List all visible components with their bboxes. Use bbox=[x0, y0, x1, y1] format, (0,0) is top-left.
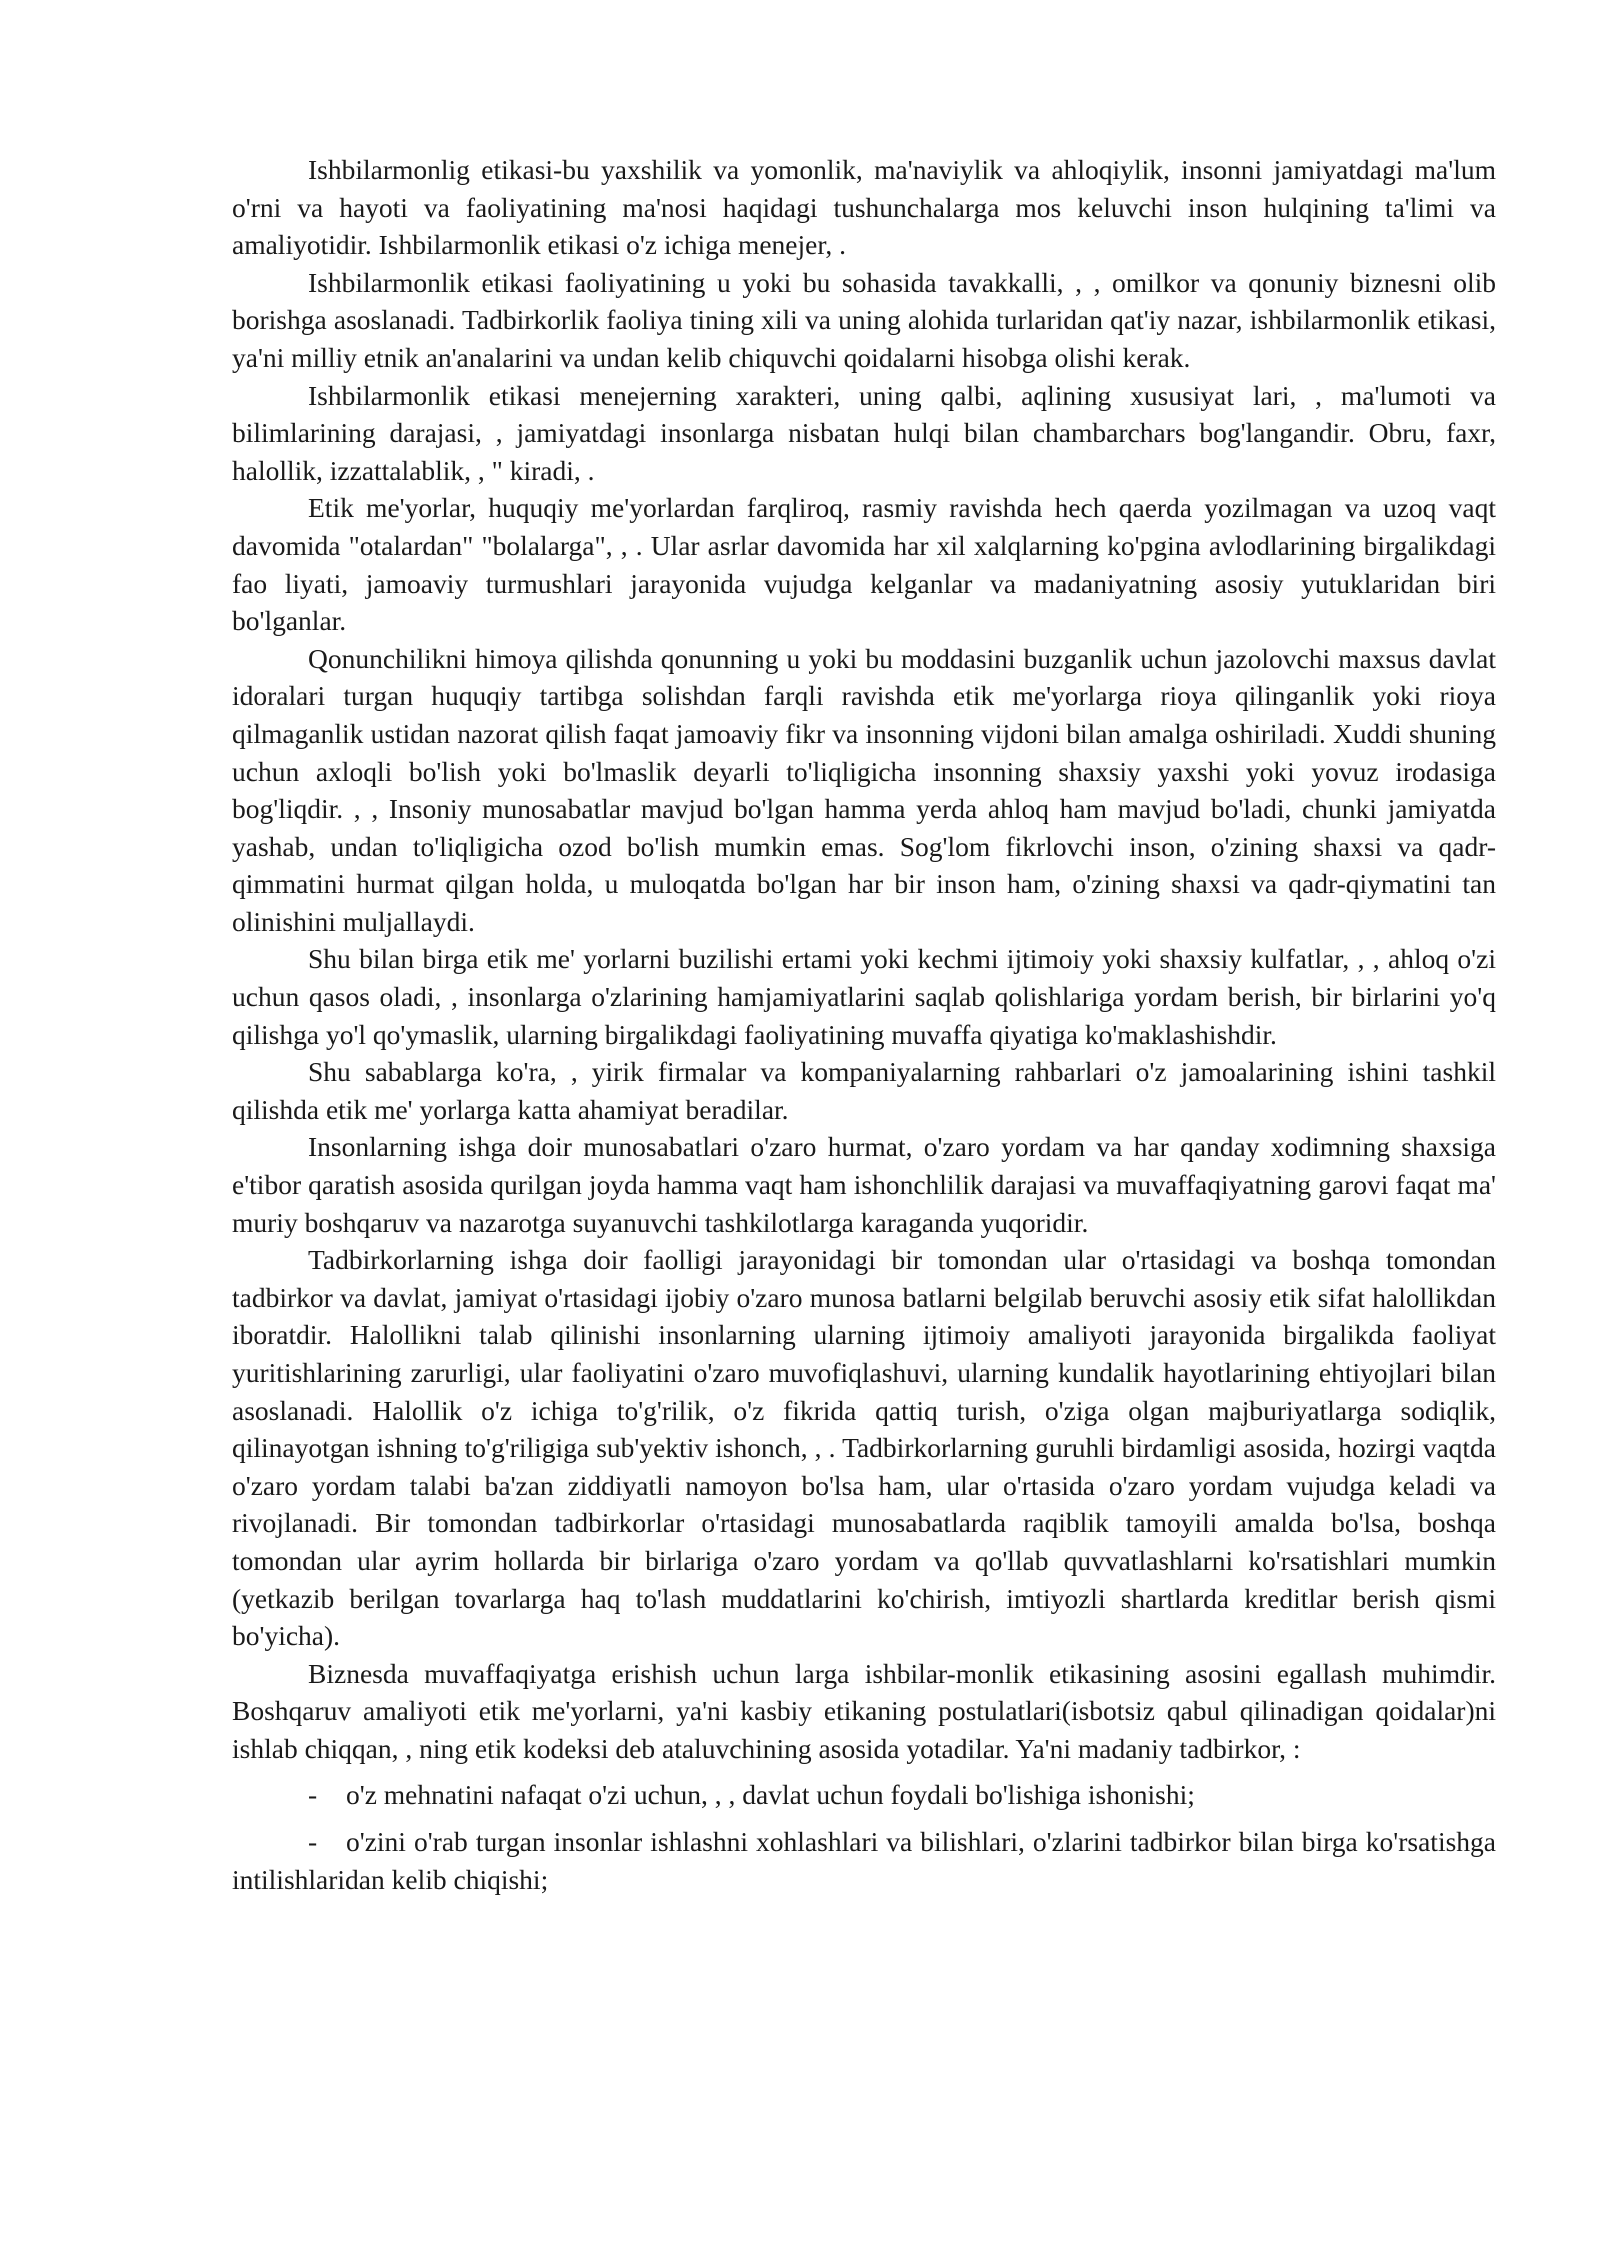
list-dash: - bbox=[308, 1826, 318, 1858]
paragraph-6: Shu bilan birga etik me' yorlarni buzilishi ertami yoki kechmi ijtimoiy yoki shaxsiy kulfatlar, , , ahloq o'zi uchun qasos oladi, , insonlarga o'zlarining hamjamiyatlarini saqlab qolishlariga yordam berish, bir birlarini yo'q qilishga yo'l qo'ymaslik, ularning birgalikdagi faoliyatining muvaffa qiyatiga ko'maklashishdir. bbox=[232, 943, 1496, 1050]
paragraph-4: Etik me'yorlar, huquqiy me'yorlardan farqliroq, rasmiy ravishda hech qaerda yozilmagan va uzoq vaqt davomida "otalardan" "bolalarga", , . Ular asrlar davomida har xil xalqlarning ko'pgina avlodlarining birgalikdagi fao liyati, jamoaviy turmushlari jarayonida vujudga kelganlar va madaniyatning asosiy yutuklaridan biri bo'lganlar. bbox=[232, 492, 1496, 637]
paragraph-10: Biznesda muvaffaqiyatga erishish uchun larga ishbilar-monlik etikasining asosini egallash muhimdir. Boshqaruv amaliyoti etik me'yorlarni, ya'ni kasbiy etikaning postulatlari(isbotsiz qabul qilinadigan qoidalar)ni ishlab chiqqan, , ning etik kodeksi deb ataluvchining asosida yotadilar. Ya'ni madaniy tadbirkor, : bbox=[232, 1657, 1496, 1764]
document-body bbox=[232, 151, 1496, 1898]
paragraph-7: Shu sabablarga ko'ra, , yirik firmalar va kompaniyalarning rahbarlari o'z jamoalarining ishini tashkil qilishda etik me' yorlarga katta ahamiyat beradilar. bbox=[232, 1056, 1496, 1125]
paragraph-3: Ishbilarmonlik etikasi menejerning xarakteri, uning qalbi, aqlining xususiyat lari, , ma'lumoti va bilimlarining darajasi, , jamiyatdagi insonlarga nisbatan hulqi bilan chambarchars bog'langandir. Obru, faxr, halollik, izzattalablik, , " kiradi, . bbox=[232, 379, 1496, 486]
list-item-text: o'z mehnatini nafaqat o'zi uchun, , , davlat uchun foydali bo'lishiga ishonishi; bbox=[346, 1778, 1195, 1810]
list-item bbox=[232, 1776, 1496, 1814]
paragraph-1: Ishbilarmonlig etikasi-bu yaxshilik va yomonlik, ma'naviylik va ahloqiylik, insonni jamiyatdagi ma'lum o'rni va hayoti va faoliyatining ma'nosi haqidagi tushunchalarga mos keluvchi inson hulqining ta'limi va amaliyotidir. Ishbilarmonlik etikasi o'z ichiga menejer, . bbox=[232, 154, 1496, 261]
paragraph-5: Qonunchilikni himoya qilishda qonunning u yoki bu moddasini buzganlik uchun jazolovchi maxsus davlat idoralari turgan huquqiy tartibga solishdan farqli ravishda etik me'yorlarga rioya qilinganlik yoki rioya qilmaganlik ustidan nazorat qilish faqat jamoaviy fikr va insonning vijdoni bilan amalga oshiriladi. Xuddi shuning uchun axloqli bo'lish yoki bo'lmaslik deyarli to'liqligicha insonning shaxsiy yaxshi yoki yovuz irodasiga bog'liqdir. , , Insoniy munosabatlar mavjud bo'lgan hamma yerda ahloq ham mavjud bo'ladi, chunki jamiyatda yashab, undan to'liqligicha ozod bo'lish mumkin emas. Sog'lom fikrlovchi inson, o'zining shaxsi va qadr-qimmatini hurmat qilgan holda, u muloqatda bo'lgan har bir inson ham, o'zining shaxsi va qadr-qiymatini tan olinishini muljallaydi. bbox=[232, 642, 1496, 937]
paragraph-9: Tadbirkorlarning ishga doir faolligi jarayonidagi bir tomondan ular o'rtasidagi va boshqa tomondan tadbirkor va davlat, jamiyat o'rtasidagi ijobiy o'zaro munosa batlarni belgilab beruvchi asosiy etik sifat halollikdan iboratdir. Halollikni talab qilinishi insonlarning ularning ijtimoiy amaliyoti jarayonida birgalikda faoliyat yuritishlarining zarurligi, ular faoliyatini o'zaro muvofiqlashuvi, ularning kundalik hayotlarining ehtiyojlari bilan asoslanadi. Halollik o'z ichiga to'g'rilik, o'z fikrida qattiq turish, o'ziga olgan majburiyatlarga sodiqlik, qilinayotgan ishning to'g'riligiga sub'yektiv ishonch, , . Tadbirkorlarning guruhli birdamligi asosida, hozirgi vaqtda o'zaro yordam talabi ba'zan ziddiyatli namoyon bo'lsa ham, ular o'rtasida o'zaro yordam vujudga keladi va rivojlanadi. Bir tomondan tadbirkorlar o'rtasidagi munosabatlarda raqiblik tamoyili amalda bo'lsa, boshqa tomondan ular ayrim hollarda bir birlariga o'zaro yordam va qo'llab quvvatlashlarni ko'rsatishlari mumkin (yetkazib berilgan tovarlarga haq to'lash muddatlarini ko'chirish, imtiyozli shartlarda kreditlar berish qismi bo'yicha). bbox=[232, 1244, 1496, 1652]
paragraph-8: Insonlarning ishga doir munosabatlari o'zaro hurmat, o'zaro yordam va har qanday xodimning shaxsiga e'tibor qaratish asosida qurilgan joyda hamma vaqt ham ishonchlilik darajasi va muvaffaqiyatning garovi faqat ma' muriy boshqaruv va nazarotga suyanuvchi tashkilotlarga karaganda yuqoridir. bbox=[232, 1131, 1496, 1238]
paragraph-2: Ishbilarmonlik etikasi faoliyatining u yoki bu sohasida tavakkalli, , , omilkor va qonuniy biznesni olib borishga asoslanadi. Tadbirkorlik faoliya tining xili va uning alohida turlaridan qat'iy nazar, ishbilarmonlik etikasi, ya'ni milliy etnik an'analarini va undan kelib chiquvchi qoidalarni hisobga olishi kerak. bbox=[232, 266, 1496, 373]
list-dash: - bbox=[308, 1778, 318, 1810]
list-item-text: o'zini o'rab turgan insonlar ishlashni xohlashlari va bilishlari, o'zlarini tadbirkor bilan birga ko'rsatishga intilishlaridan kelib chiqishi; bbox=[232, 1826, 1496, 1895]
list-item bbox=[232, 1823, 1496, 1898]
